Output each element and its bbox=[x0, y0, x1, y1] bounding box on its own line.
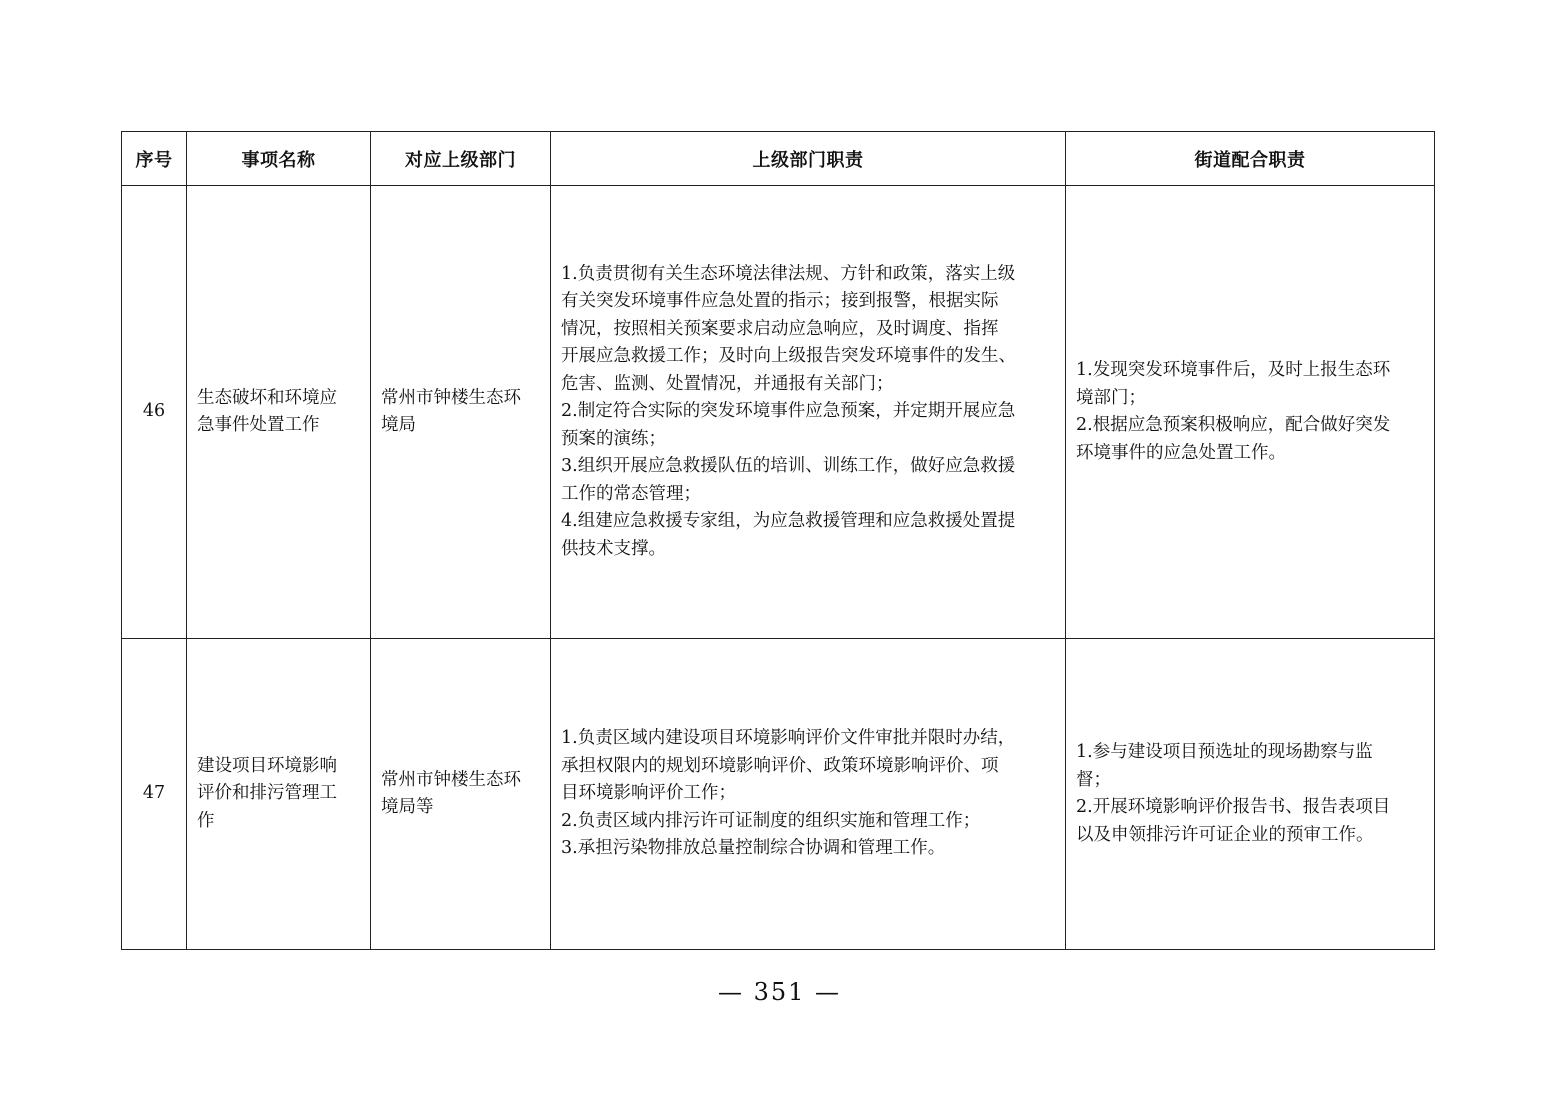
header-street-duties: 街道配合职责 bbox=[1066, 132, 1435, 186]
text-line: 目环境影响评价工作； bbox=[561, 783, 736, 804]
cell-superior-duties bbox=[551, 186, 1066, 639]
text-line: 境部门； bbox=[1076, 387, 1146, 408]
cell-superior-duties bbox=[551, 639, 1066, 950]
text-line: 预案的演练； bbox=[561, 428, 666, 449]
table-header-row bbox=[122, 132, 1435, 186]
page-number: — 351 — bbox=[717, 978, 842, 1006]
text-line: 承担权限内的规划环境影响评价、政策环境影响评价、项 bbox=[561, 755, 999, 776]
text-line: 1.参与建设项目预选址的现场勘察与监 bbox=[1076, 742, 1373, 762]
text-line: 开展应急救援工作；及时向上级报告突发环境事件的发生、 bbox=[561, 346, 1016, 367]
text-line: 急事件处置工作 bbox=[197, 415, 320, 435]
text-line: 2.根据应急预案积极响应，配合做好突发 bbox=[1076, 415, 1391, 435]
text-line: 工作的常态管理； bbox=[561, 483, 701, 504]
cell-street-duties bbox=[1066, 639, 1435, 950]
text-line: 督； bbox=[1076, 769, 1111, 790]
text-line: 常州市钟楼生态环 bbox=[381, 769, 521, 790]
text-line: 4.组建应急救援专家组，为应急救援管理和应急救援处置提 bbox=[561, 511, 1016, 532]
text-line: 生态破坏和环境应 bbox=[197, 387, 337, 408]
header-seq: 序号 bbox=[122, 132, 187, 186]
text-line: 评价和排污管理工 bbox=[197, 783, 337, 804]
header-item-name: 事项名称 bbox=[187, 132, 371, 186]
cell-item-name bbox=[187, 186, 371, 639]
cell-seq: 46 bbox=[122, 186, 187, 639]
text-line: 1.负责区域内建设项目环境影响评价文件审批并限时办结， bbox=[561, 728, 1016, 749]
text-line: 以及申领排污许可证企业的预审工作。 bbox=[1076, 824, 1374, 845]
table-row bbox=[122, 639, 1435, 950]
cell-seq: 47 bbox=[122, 639, 187, 950]
text-line: 作 bbox=[197, 810, 215, 831]
text-line: 常州市钟楼生态环 bbox=[381, 387, 521, 408]
text-line: 2.负责区域内排污许可证制度的组织实施和管理工作； bbox=[561, 810, 981, 831]
text-line: 2.开展环境影响评价报告书、报告表项目 bbox=[1076, 797, 1391, 817]
text-line: 供技术支撑。 bbox=[561, 538, 666, 559]
text-line: 环境事件的应急处置工作。 bbox=[1076, 442, 1286, 463]
duty-table bbox=[121, 131, 1435, 950]
text-line: 2.制定符合实际的突发环境事件应急预案，并定期开展应急 bbox=[561, 401, 1016, 422]
table-row bbox=[122, 186, 1435, 639]
cell-item-name bbox=[187, 639, 371, 950]
header-superior-dept: 对应上级部门 bbox=[371, 132, 551, 186]
text-line: 情况，按照相关预案要求启动应急响应，及时调度、指挥 bbox=[561, 318, 999, 339]
text-line: 危害、监测、处置情况，并通报有关部门； bbox=[561, 373, 894, 394]
text-line: 有关突发环境事件应急处置的指示；接到报警，根据实际 bbox=[561, 291, 999, 312]
text-line: 1.负责贯彻有关生态环境法律法规、方针和政策，落实上级 bbox=[561, 263, 1016, 284]
text-line: 3.组织开展应急救援队伍的培训、训练工作，做好应急救援 bbox=[561, 456, 1016, 477]
cell-street-duties bbox=[1066, 186, 1435, 639]
text-line: 1.发现突发环境事件后，及时上报生态环 bbox=[1076, 360, 1391, 380]
cell-superior-dept bbox=[371, 639, 551, 950]
text-line: 建设项目环境影响 bbox=[197, 755, 337, 776]
cell-superior-dept bbox=[371, 186, 551, 639]
text-line: 3.承担污染物排放总量控制综合协调和管理工作。 bbox=[561, 838, 946, 859]
header-superior-duties: 上级部门职责 bbox=[551, 132, 1066, 186]
text-line: 境局 bbox=[381, 415, 416, 435]
text-line: 境局等 bbox=[381, 797, 434, 817]
